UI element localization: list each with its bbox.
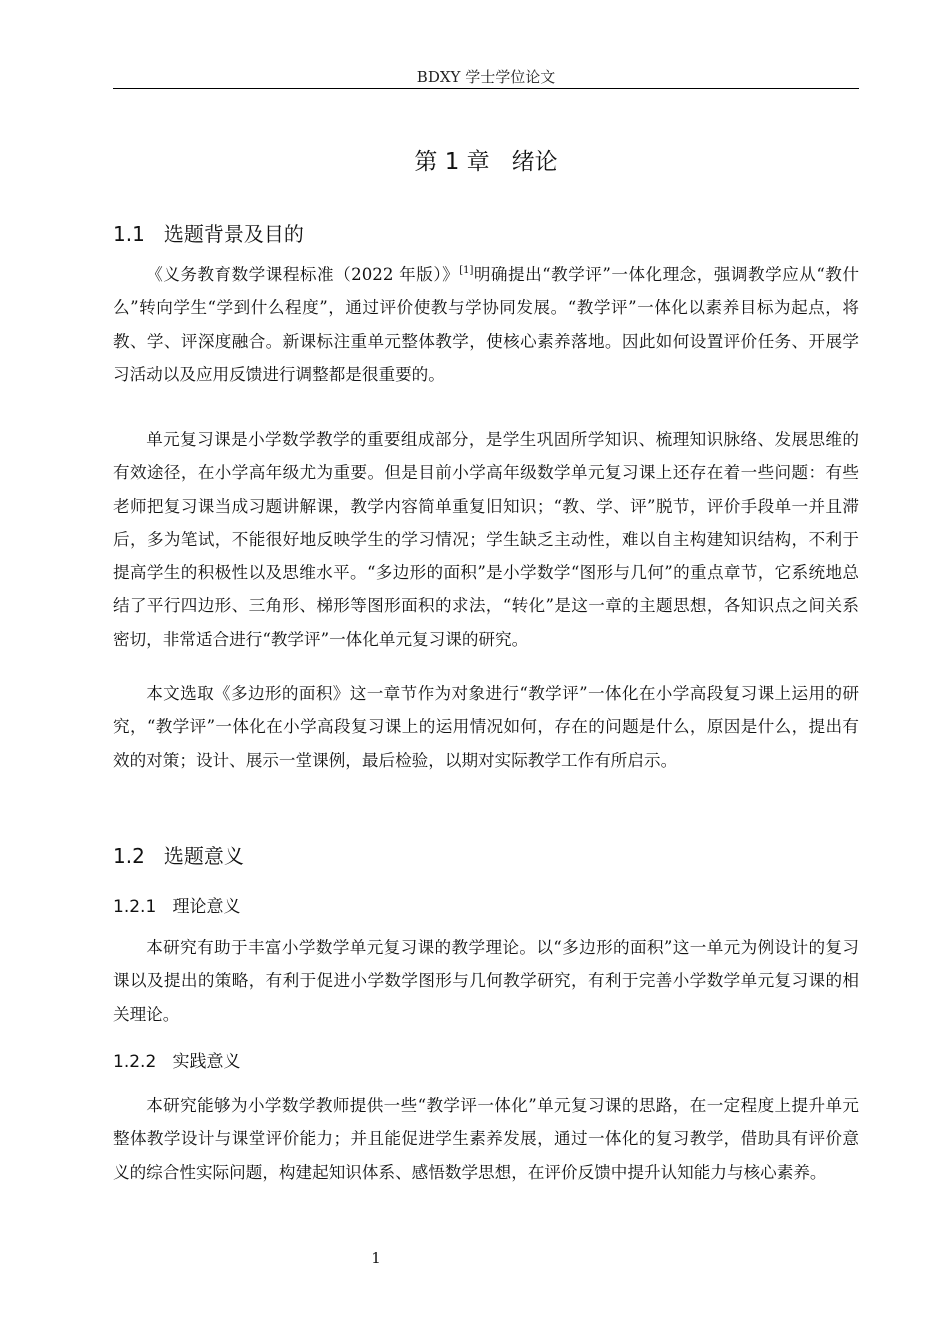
section-heading-1-1: 1.1 选题背景及目的 <box>113 222 304 246</box>
paragraph-theory-significance: 本研究有助于丰富小学数学单元复习课的教学理论。以“多边形的面积”这一单元为例设计的复习课以及提出的策略，有利于促进小学数学图形与几何教学研究，有利于完善小学数学单元复习课的相关理论。 <box>113 938 859 1024</box>
subsection-heading-1-2-1: 1.2.1 理论意义 <box>113 897 241 917</box>
page-number: 1 <box>371 1249 381 1267</box>
header-rule <box>113 88 859 89</box>
paragraph-text-before-citation: 《义务教育数学课程标准（2022 年版）》 <box>146 265 460 284</box>
citation-marker: [1] <box>459 265 474 276</box>
paragraph-text-after-citation: 明确提出“教学评”一体化理念，强调教学应从“教什么”转向学生“学到什么程度”，通过评价使教与学协同发展。“教学评”一体化以素养目标为起点，将教、学、评深度融合。新课标注重单元整体教学，使核心素养落地。因此如何设置评价任务、开展学习活动以及应用反馈进行调整都是很重要的。 <box>113 265 859 384</box>
section-heading-1-2: 1.2 选题意义 <box>113 844 244 868</box>
paragraph-background-3: 本文选取《多边形的面积》这一章节作为对象进行“教学评”一体化在小学高段复习课上运用的研究，“教学评”一体化在小学高段复习课上的运用情况如何，存在的问题是什么，原因是什么，提出有效的对策；设计、展示一堂课例，最后检验，以期对实际教学工作有所启示。 <box>113 684 859 770</box>
running-header: BDXY 学士学位论文 <box>416 68 556 86</box>
subsection-heading-1-2-2: 1.2.2 实践意义 <box>113 1052 241 1072</box>
paragraph-background-1 <box>113 258 859 391</box>
paragraph-practice-significance: 本研究能够为小学数学教师提供一些“教学评一体化”单元复习课的思路，在一定程度上提升单元整体教学设计与课堂评价能力；并且能促进学生素养发展，通过一体化的复习教学，借助具有评价意义的综合性实际问题，构建起知识体系、感悟数学思想，在评价反馈中提升认知能力与核心素养。 <box>113 1096 859 1182</box>
chapter-title: 第 1 章 绪论 <box>414 149 558 175</box>
paragraph-background-2: 单元复习课是小学数学教学的重要组成部分，是学生巩固所学知识、梳理知识脉络、发展思维的有效途径，在小学高年级尤为重要。但是目前小学高年级数学单元复习课上还存在着一些问题：有些老师把复习课当成习题讲解课，教学内容简单重复旧知识；“教、学、评”脱节，评价手段单一并且滞后，多为笔试，不能很好地反映学生的学习情况；学生缺乏主动性，难以自主构建知识结构，不利于提高学生的积极性以及思维水平。“多边形的面积”是小学数学“图形与几何”的重点章节，它系统地总结了平行四边形、三角形、梯形等图形面积的求法，“转化”是这一章的主题思想，各知识点之间关系密切，非常适合进行“教学评”一体化单元复习课的研究。 <box>113 430 859 649</box>
